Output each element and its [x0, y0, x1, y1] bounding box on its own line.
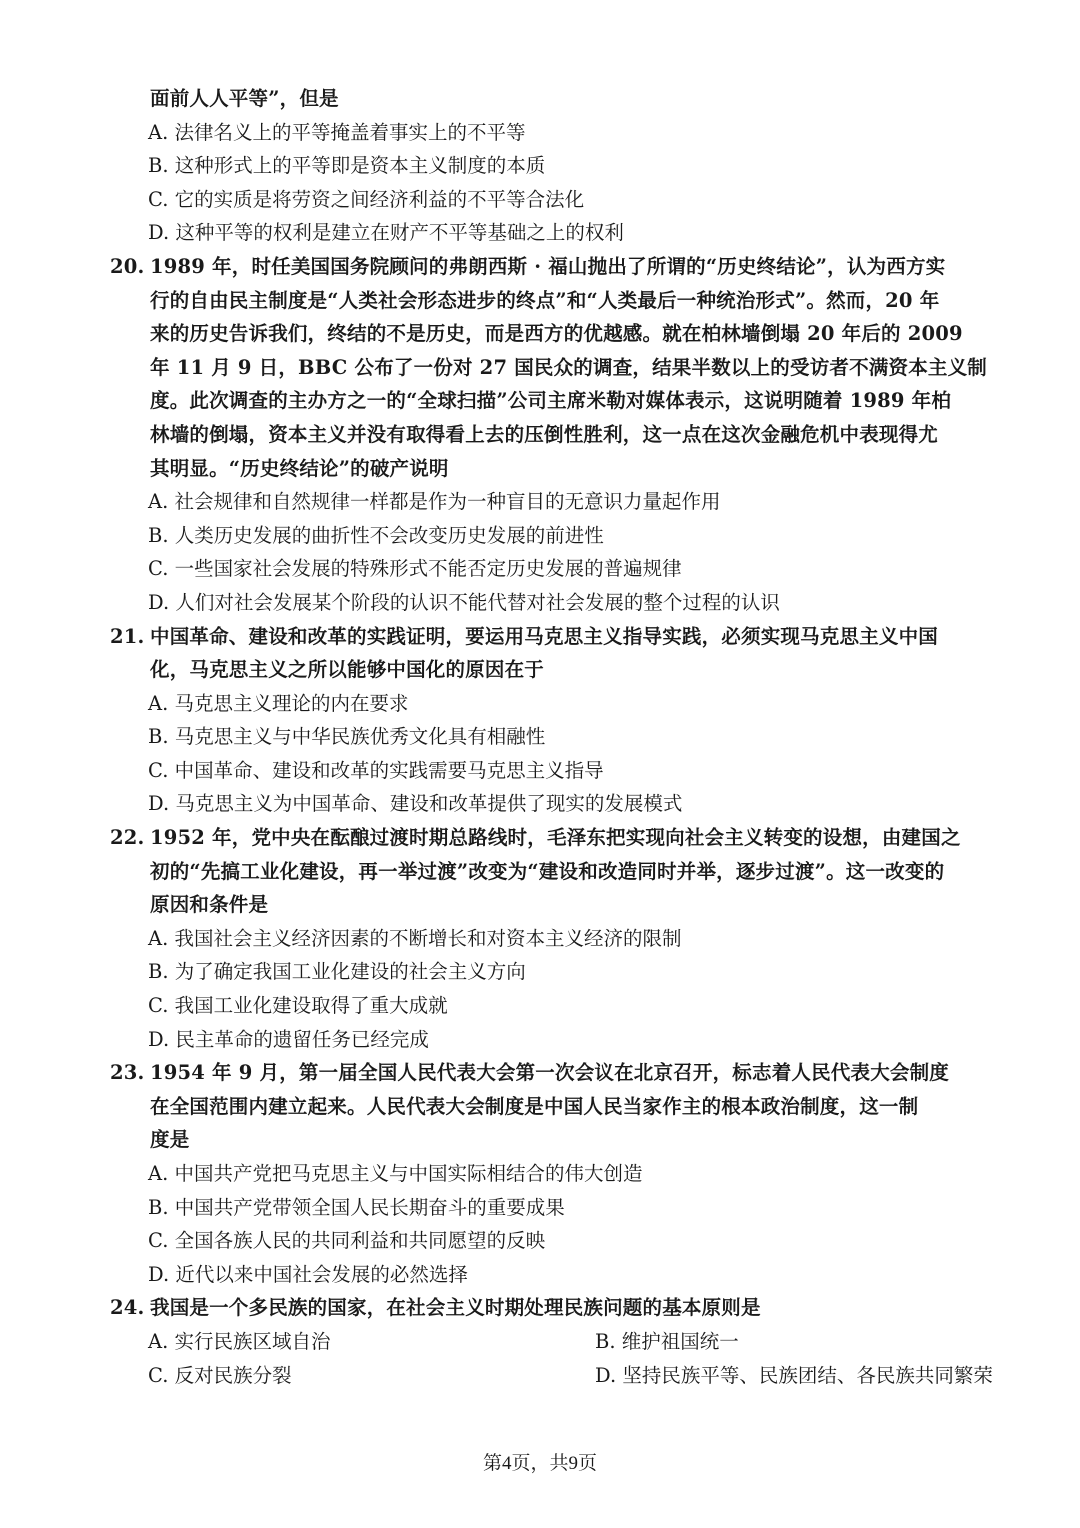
- option-c: C. 全国各族人民的共同利益和共同愿望的反映: [148, 1229, 546, 1253]
- question-stem-line: [110, 250, 1000, 284]
- question-stem-line: [110, 821, 1000, 855]
- option-b: B. 中国共产党带领全国人民长期奋斗的重要成果: [148, 1195, 565, 1219]
- option-c: C. 它的实质是将劳资之间经济利益的不平等合法化: [148, 187, 585, 211]
- option-d: D. 这种平等的权利是建立在财产不平等基础之上的权利: [148, 221, 624, 245]
- question-24: [110, 1291, 1000, 1392]
- question-stem-text: 我国是一个多民族的国家，在社会主义时期处理民族问题的基本原则是: [150, 1296, 761, 1320]
- option-d: D. 近代以来中国社会发展的必然选择: [148, 1262, 468, 1286]
- question-stem-line: [110, 1056, 1000, 1090]
- question-21: [110, 620, 1000, 822]
- option-b: B. 人类历史发展的曲折性不会改变历史发展的前进性: [148, 523, 604, 547]
- question-19-continuation: [110, 82, 1000, 250]
- option-b: B. 这种形式上的平等即是资本主义制度的本质: [148, 154, 546, 178]
- question-stem-text: 1989 年，时任美国国务院顾问的弗朗西斯 · 福山抛出了所谓的“历史终结论”，认为西方实: [150, 254, 946, 278]
- option-c: C. 中国革命、建设和改革的实践需要马克思主义指导: [148, 758, 604, 782]
- question-stem-line: 原因和条件是: [150, 893, 269, 917]
- question-stem-line: 来的历史告诉我们，终结的不是历史，而是西方的优越感。就在柏林墙倒塌 20 年后的 2009: [150, 322, 963, 346]
- option-d: D. 坚持民族平等、民族团结、各民族共同繁荣: [595, 1363, 993, 1387]
- option-d: D. 马克思主义为中国革命、建设和改革提供了现实的发展模式: [148, 792, 683, 816]
- option-d: D. 人们对社会发展某个阶段的认识不能代替对社会发展的整个过程的认识: [148, 590, 780, 614]
- option-b: B. 为了确定我国工业化建设的社会主义方向: [148, 960, 526, 984]
- option-c: C. 我国工业化建设取得了重大成就: [148, 994, 448, 1018]
- question-number: 24.: [110, 1296, 145, 1320]
- question-22: [110, 821, 1000, 1056]
- question-stem-line: 面前人人平等”，但是: [150, 87, 339, 110]
- question-stem-text: 1952 年，党中央在酝酿过渡时期总路线时，毛泽东把实现向社会主义转变的设想，由建国之: [150, 826, 961, 850]
- option-a: A. 实行民族区域自治: [148, 1329, 331, 1353]
- question-number: 20.: [110, 254, 145, 278]
- option-b: B. 维护祖国统一: [595, 1329, 739, 1353]
- question-stem-line: 在全国范围内建立起来。人民代表大会制度是中国人民当家作主的根本政治制度，这一制: [150, 1094, 919, 1118]
- question-stem-line: [110, 620, 1000, 654]
- question-stem-line: 度。此次调查的主办方之一的“全球扫描”公司主席米勒对媒体表示，这说明随着 1989 年柏: [150, 389, 952, 413]
- question-stem-line: 其明显。“历史终结论”的破产说明: [150, 456, 449, 480]
- option-row: [110, 1325, 1000, 1359]
- question-number: 21.: [110, 624, 145, 648]
- page-content: [110, 82, 1000, 1392]
- option-row: [110, 1359, 1000, 1393]
- question-number: 23.: [110, 1061, 145, 1085]
- option-c: C. 一些国家社会发展的特殊形式不能否定历史发展的普遍规律: [148, 557, 682, 581]
- question-stem-line: 行的自由民主制度是“人类社会形态进步的终点”和“人类最后一种统治形式”。然而，20 年: [150, 288, 940, 312]
- question-stem-text: 1954 年 9 月，第一届全国人民代表大会第一次会议在北京召开，标志着人民代表大会制度: [150, 1061, 950, 1085]
- option-b: B. 马克思主义与中华民族优秀文化具有相融性: [148, 725, 546, 749]
- option-d: D. 民主革命的遗留任务已经完成: [148, 1027, 429, 1051]
- question-23: [110, 1056, 1000, 1291]
- question-stem-line: 化，马克思主义之所以能够中国化的原因在于: [150, 658, 545, 682]
- question-20: [110, 250, 1000, 620]
- option-a: A. 我国社会主义经济因素的不断增长和对资本主义经济的限制: [148, 926, 682, 950]
- question-stem-line: 年 11 月 9 日，BBC 公布了一份对 27 国民众的调查，结果半数以上的受访者不满资本主义制: [150, 355, 988, 379]
- option-c: C. 反对民族分裂: [148, 1363, 292, 1387]
- option-a: A. 社会规律和自然规律一样都是作为一种盲目的无意识力量起作用: [148, 490, 721, 514]
- question-stem-line: 初的“先搞工业化建设，再一举过渡”改变为“建设和改造同时并举，逐步过渡”。这一改变的: [150, 859, 945, 883]
- question-stem-line: [110, 1291, 1000, 1325]
- question-stem-line: 度是: [150, 1128, 190, 1152]
- question-stem-text: 中国革命、建设和改革的实践证明，要运用马克思主义指导实践，必须实现马克思主义中国: [150, 624, 939, 648]
- option-a: A. 法律名义上的平等掩盖着事实上的不平等: [148, 120, 526, 144]
- option-a: A. 马克思主义理论的内在要求: [148, 691, 409, 715]
- question-number: 22.: [110, 826, 145, 850]
- page-number-footer: 第4页，共9页: [482, 1453, 597, 1474]
- question-stem-line: 林墙的倒塌，资本主义并没有取得看上去的压倒性胜利，这一点在这次金融危机中表现得尤: [150, 422, 939, 446]
- option-a: A. 中国共产党把马克思主义与中国实际相结合的伟大创造: [148, 1162, 643, 1185]
